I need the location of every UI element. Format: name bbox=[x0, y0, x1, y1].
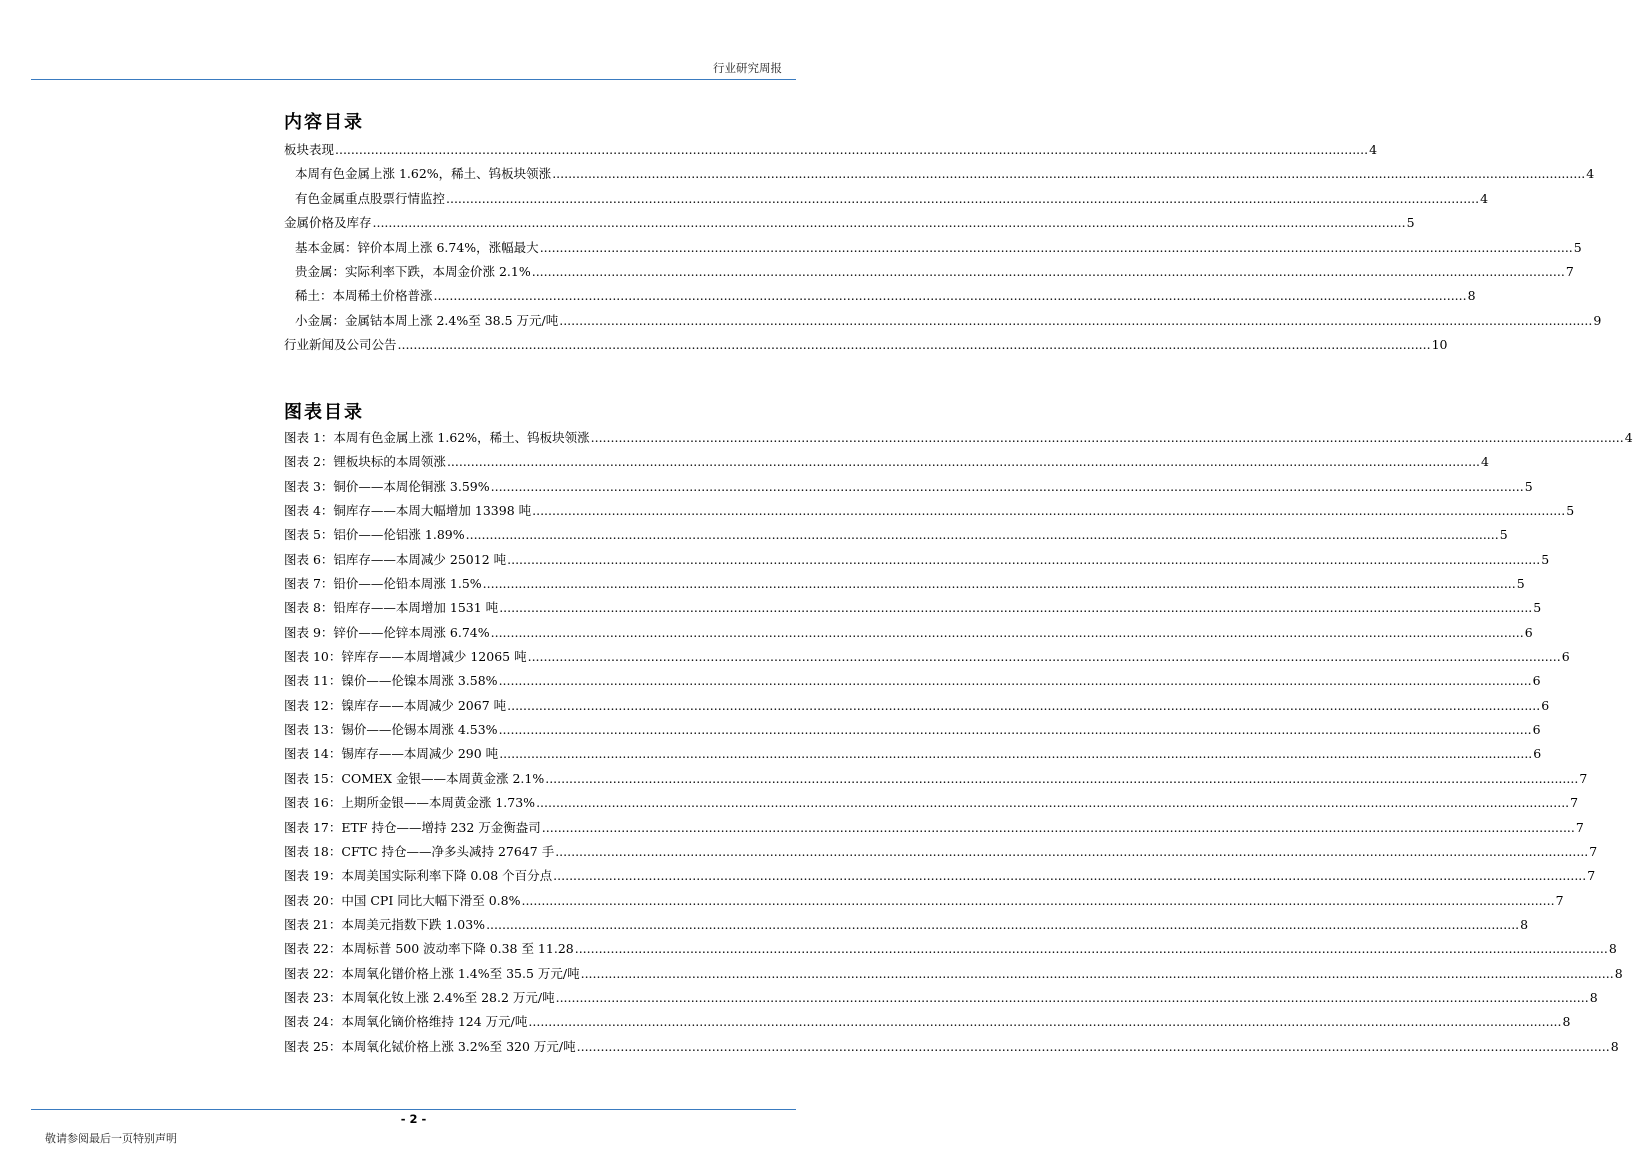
toc-entry[interactable] bbox=[284, 769, 1588, 793]
toc-leader-dots: .................................................................................................................................................................................................................................................................... bbox=[552, 166, 1586, 182]
toc-entry[interactable] bbox=[284, 1037, 1619, 1061]
toc-entry-page: 5 bbox=[1541, 551, 1550, 567]
toc-entry-page: 7 bbox=[1579, 770, 1588, 786]
toc-entry-page: 6 bbox=[1541, 697, 1550, 713]
toc-entry[interactable] bbox=[284, 744, 1542, 768]
toc-entry-page: 5 bbox=[1406, 215, 1415, 231]
toc-leader-dots: .................................................................................................................................................................................................................................................................... bbox=[433, 288, 1467, 304]
toc-leader-dots: .................................................................................................................................................................................................................................................................... bbox=[574, 941, 1608, 957]
toc-leader-dots: .................................................................................................................................................................................................................................................................... bbox=[521, 892, 1555, 908]
toc-entry[interactable] bbox=[284, 988, 1598, 1012]
toc-entry[interactable] bbox=[284, 238, 1582, 262]
toc-entry-page: 4 bbox=[1586, 166, 1595, 182]
toc-entry-page: 9 bbox=[1593, 312, 1602, 328]
toc-entry-page: 8 bbox=[1562, 1014, 1571, 1030]
toc-entry-page: 6 bbox=[1532, 722, 1541, 738]
toc-entry[interactable] bbox=[284, 891, 1564, 915]
toc-leader-dots: .................................................................................................................................................................................................................................................................... bbox=[397, 337, 1431, 353]
toc-entry-page: 4 bbox=[1624, 430, 1633, 445]
toc-entry-page: 8 bbox=[1520, 916, 1529, 932]
toc-entry-label: 行业新闻及公司公告 bbox=[284, 337, 397, 353]
toc-leader-dots: .................................................................................................................................................................................................................................................................... bbox=[482, 576, 1516, 592]
toc-entry[interactable] bbox=[284, 842, 1598, 866]
toc-leader-dots: .................................................................................................................................................................................................................................................................... bbox=[527, 649, 1561, 665]
toc-entry-page: 7 bbox=[1565, 263, 1574, 279]
toc-entry-page: 5 bbox=[1524, 478, 1533, 494]
toc-entry[interactable] bbox=[284, 598, 1542, 622]
toc-entry-label: 图表 11：镍价——伦镍本周涨 3.58% bbox=[284, 673, 498, 689]
toc-entry[interactable] bbox=[284, 501, 1575, 525]
contents-list bbox=[284, 140, 1602, 360]
toc-entry[interactable] bbox=[284, 311, 1602, 335]
toc-entry[interactable] bbox=[284, 1012, 1571, 1036]
toc-entry-label: 图表 1：本周有色金属上涨 1.62%，稀土、钨板块领涨 bbox=[284, 430, 590, 445]
toc-entry-page: 8 bbox=[1608, 941, 1617, 957]
toc-entry-label: 基本金属：锌价本周上涨 6.74%，涨幅最大 bbox=[295, 239, 539, 255]
toc-entry-label: 图表 4：铜库存——本周大幅增加 13398 吨 bbox=[284, 503, 532, 519]
toc-entry-page: 6 bbox=[1533, 746, 1542, 762]
toc-entry-label: 本周有色金属上涨 1.62%，稀土、钨板块领涨 bbox=[295, 166, 552, 182]
toc-leader-dots: .................................................................................................................................................................................................................................................................... bbox=[590, 430, 1624, 445]
toc-entry-label: 图表 22：本周标普 500 波动率下降 0.38 至 11.28 bbox=[284, 941, 574, 957]
toc-leader-dots: .................................................................................................................................................................................................................................................................... bbox=[465, 527, 1499, 543]
toc-entry-page: 5 bbox=[1533, 600, 1542, 616]
toc-entry[interactable] bbox=[284, 647, 1570, 671]
toc-entry[interactable] bbox=[284, 671, 1541, 695]
toc-entry-label: 图表 7：铅价——伦铅本周涨 1.5% bbox=[284, 576, 482, 592]
toc-leader-dots: .................................................................................................................................................................................................................................................................... bbox=[486, 916, 1520, 932]
toc-entry[interactable] bbox=[284, 623, 1533, 647]
toc-entry[interactable] bbox=[284, 477, 1533, 501]
page-number: - 2 - bbox=[400, 1112, 427, 1126]
toc-entry-label: 图表 23：本周氧化钕上涨 2.4%至 28.2 万元/吨 bbox=[284, 989, 555, 1005]
toc-entry-label: 图表 6：铝库存——本周减少 25012 吨 bbox=[284, 551, 507, 567]
toc-entry[interactable] bbox=[284, 818, 1584, 842]
toc-entry[interactable] bbox=[284, 525, 1508, 549]
toc-entry-label: 图表 10：锌库存——本周增减少 12065 吨 bbox=[284, 649, 527, 665]
toc-entry[interactable] bbox=[284, 793, 1579, 817]
toc-entry-page: 8 bbox=[1589, 989, 1598, 1005]
toc-entry-page: 4 bbox=[1369, 142, 1378, 157]
toc-leader-dots: .................................................................................................................................................................................................................................................................... bbox=[335, 142, 1369, 157]
toc-entry-page: 7 bbox=[1555, 892, 1564, 908]
toc-leader-dots: .................................................................................................................................................................................................................................................................... bbox=[446, 190, 1480, 206]
toc-leader-dots: .................................................................................................................................................................................................................................................................... bbox=[499, 600, 1533, 616]
toc-leader-dots: .................................................................................................................................................................................................................................................................... bbox=[498, 673, 1532, 689]
contents-title: 内容目录 bbox=[284, 112, 364, 133]
toc-entry-label: 图表 19：本周美国实际利率下降 0.08 个百分点 bbox=[284, 868, 553, 884]
toc-leader-dots: .................................................................................................................................................................................................................................................................... bbox=[372, 215, 1406, 231]
toc-entry-label: 图表 15：COMEX 金银——本周黄金涨 2.1% bbox=[284, 770, 545, 786]
toc-entry-label: 图表 21：本周美元指数下跌 1.03% bbox=[284, 916, 486, 932]
toc-leader-dots: .................................................................................................................................................................................................................................................................... bbox=[576, 1038, 1610, 1054]
toc-entry-label: 图表 12：镍库存——本周减少 2067 吨 bbox=[284, 697, 507, 713]
toc-entry-page: 7 bbox=[1570, 795, 1579, 811]
toc-leader-dots: .................................................................................................................................................................................................................................................................... bbox=[498, 722, 1532, 738]
header-divider bbox=[31, 79, 796, 80]
toc-entry-label: 图表 9：锌价——伦锌本周涨 6.74% bbox=[284, 624, 490, 640]
toc-leader-dots: .................................................................................................................................................................................................................................................................... bbox=[541, 819, 1575, 835]
toc-entry[interactable] bbox=[284, 213, 1415, 237]
toc-leader-dots: .................................................................................................................................................................................................................................................................... bbox=[528, 1014, 1562, 1030]
toc-entry-label: 金属价格及库存 bbox=[284, 215, 372, 231]
toc-entry-label: 图表 14：锡库存——本周减少 290 吨 bbox=[284, 746, 499, 762]
toc-leader-dots: .................................................................................................................................................................................................................................................................... bbox=[499, 746, 1533, 762]
toc-leader-dots: .................................................................................................................................................................................................................................................................... bbox=[536, 795, 1570, 811]
toc-entry-label: 有色金属重点股票行情监控 bbox=[295, 190, 446, 206]
toc-entry-label: 板块表现 bbox=[284, 142, 335, 157]
toc-entry[interactable] bbox=[284, 720, 1541, 744]
toc-leader-dots: .................................................................................................................................................................................................................................................................... bbox=[553, 868, 1587, 884]
toc-leader-dots: .................................................................................................................................................................................................................................................................... bbox=[490, 624, 1524, 640]
toc-entry-label: 图表 8：铅库存——本周增加 1531 吨 bbox=[284, 600, 499, 616]
toc-entry-label: 图表 24：本周氧化镝价格维持 124 万元/吨 bbox=[284, 1014, 528, 1030]
toc-entry[interactable] bbox=[284, 428, 1633, 452]
disclaimer-note: 敬请参阅最后一页特别声明 bbox=[45, 1132, 177, 1145]
toc-leader-dots: .................................................................................................................................................................................................................................................................... bbox=[446, 454, 1481, 470]
toc-entry-page: 7 bbox=[1587, 868, 1596, 884]
toc-entry-page: 10 bbox=[1431, 337, 1448, 353]
toc-leader-dots: .................................................................................................................................................................................................................................................................... bbox=[580, 965, 1614, 981]
toc-entry-page: 7 bbox=[1589, 843, 1598, 859]
toc-entry[interactable] bbox=[284, 140, 1378, 164]
toc-entry[interactable] bbox=[284, 964, 1623, 988]
toc-leader-dots: .................................................................................................................................................................................................................................................................... bbox=[532, 503, 1566, 519]
toc-entry-page: 5 bbox=[1573, 239, 1582, 255]
toc-entry[interactable] bbox=[284, 452, 1489, 476]
toc-entry-page: 7 bbox=[1575, 819, 1584, 835]
toc-entry-label: 图表 3：铜价——本周伦铜涨 3.59% bbox=[284, 478, 490, 494]
toc-entry-label: 图表 16：上期所金银——本周黄金涨 1.73% bbox=[284, 795, 536, 811]
toc-leader-dots: .................................................................................................................................................................................................................................................................... bbox=[559, 312, 1593, 328]
toc-leader-dots: .................................................................................................................................................................................................................................................................... bbox=[490, 478, 1524, 494]
toc-entry-label: 图表 17：ETF 持仓——增持 232 万金衡盎司 bbox=[284, 819, 541, 835]
toc-entry[interactable] bbox=[284, 550, 1550, 574]
toc-entry[interactable] bbox=[284, 939, 1617, 963]
toc-entry-label: 图表 5：铝价——伦铝涨 1.89% bbox=[284, 527, 465, 543]
toc-entry-page: 8 bbox=[1610, 1038, 1619, 1054]
toc-entry-label: 图表 20：中国 CPI 同比大幅下滑至 0.8% bbox=[284, 892, 521, 908]
toc-entry-page: 6 bbox=[1524, 624, 1533, 640]
toc-entry-label: 图表 25：本周氧化铽价格上涨 3.2%至 320 万元/吨 bbox=[284, 1038, 576, 1054]
toc-entry-page: 4 bbox=[1481, 454, 1489, 470]
toc-entry-label: 图表 22：本周氧化镨价格上涨 1.4%至 35.5 万元/吨 bbox=[284, 965, 580, 981]
toc-entry[interactable] bbox=[284, 335, 1448, 359]
toc-leader-dots: .................................................................................................................................................................................................................................................................... bbox=[507, 697, 1541, 713]
toc-entry-page: 5 bbox=[1516, 576, 1525, 592]
toc-entry-label: 稀土：本周稀土价格普涨 bbox=[295, 288, 433, 304]
toc-entry[interactable] bbox=[284, 915, 1529, 939]
toc-entry[interactable] bbox=[284, 286, 1476, 310]
toc-entry[interactable] bbox=[284, 574, 1525, 598]
toc-entry-label: 图表 18：CFTC 持仓——净多头减持 27647 手 bbox=[284, 843, 555, 859]
toc-entry-page: 5 bbox=[1566, 503, 1575, 519]
toc-entry-label: 小金属：金属钴本周上涨 2.4%至 38.5 万元/吨 bbox=[295, 312, 559, 328]
toc-entry-label: 贵金属：实际利率下跌，本周金价涨 2.1% bbox=[295, 263, 531, 279]
toc-entry[interactable] bbox=[284, 696, 1550, 720]
toc-leader-dots: .................................................................................................................................................................................................................................................................... bbox=[507, 551, 1541, 567]
toc-entry-page: 5 bbox=[1499, 527, 1508, 543]
figures-title: 图表目录 bbox=[284, 402, 364, 423]
toc-leader-dots: .................................................................................................................................................................................................................................................................... bbox=[555, 989, 1589, 1005]
toc-leader-dots: .................................................................................................................................................................................................................................................................... bbox=[555, 843, 1589, 859]
toc-leader-dots: .................................................................................................................................................................................................................................................................... bbox=[531, 263, 1565, 279]
toc-entry-page: 6 bbox=[1532, 673, 1541, 689]
toc-entry-page: 8 bbox=[1614, 965, 1623, 981]
toc-entry-label: 图表 2：锂板块标的本周领涨 bbox=[284, 454, 446, 470]
toc-entry[interactable] bbox=[284, 262, 1574, 286]
toc-entry-page: 4 bbox=[1480, 190, 1489, 206]
toc-leader-dots: .................................................................................................................................................................................................................................................................... bbox=[545, 770, 1579, 786]
report-type-header: 行业研究周报 bbox=[713, 61, 782, 75]
toc-entry-page: 6 bbox=[1561, 649, 1570, 665]
toc-entry[interactable] bbox=[284, 164, 1595, 188]
toc-leader-dots: .................................................................................................................................................................................................................................................................... bbox=[539, 239, 1573, 255]
toc-entry[interactable] bbox=[284, 866, 1596, 890]
toc-entry-page: 8 bbox=[1467, 288, 1476, 304]
toc-entry-label: 图表 13：锡价——伦锡本周涨 4.53% bbox=[284, 722, 498, 738]
footer-divider bbox=[31, 1109, 796, 1110]
toc-entry[interactable] bbox=[284, 189, 1489, 213]
figures-list bbox=[284, 428, 1633, 1061]
